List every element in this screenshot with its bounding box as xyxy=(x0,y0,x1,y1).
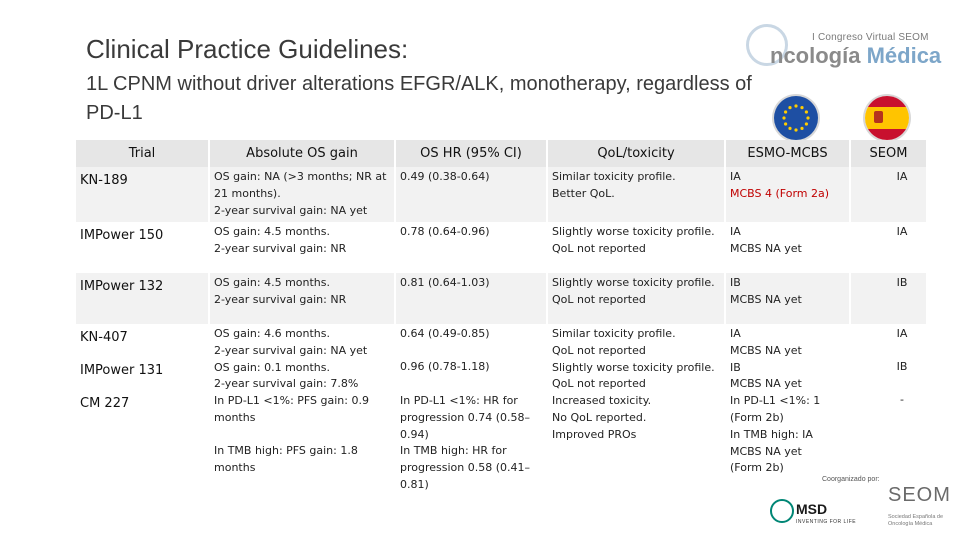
header-seom: SEOM xyxy=(850,140,927,167)
os-gain-cell: OS gain: 4.5 months. 2-year survival gain: NR xyxy=(209,273,395,324)
trial-cell: IMPower 132 xyxy=(76,273,209,324)
qol-cell: Slightly worse toxicity profile. QoL not reported xyxy=(547,273,725,324)
esmo-cell: IA MCBS NA yet xyxy=(725,222,850,273)
seom-cell: IA xyxy=(850,167,927,222)
trial-cell: IMPower 150 xyxy=(76,222,209,273)
msd-name: MSD xyxy=(796,501,828,517)
logo-word2: Médica xyxy=(866,43,942,68)
qol-cell: Similar toxicity profile. QoL not reported Slightly worse toxicity profile. QoL not reported Increased toxicity. No QoL reported. Improved PROs xyxy=(547,324,725,497)
msd-logo xyxy=(766,497,866,529)
esmo-cell: IA MCBS NA yet IB MCBS NA yet In PD-L1 <1%: 1 (Form 2b) In TMB high: IA MCBS NA yet (Form 2b) xyxy=(725,324,850,497)
msd-mark-icon xyxy=(770,499,794,523)
logo-word1: ncología xyxy=(770,43,861,68)
seom-cell xyxy=(850,324,927,497)
congress-line: I Congreso Virtual SEOM xyxy=(812,32,929,43)
seom-cell: IA xyxy=(850,222,927,273)
hr-cell: 0.81 (0.64-1.03) xyxy=(395,273,547,324)
qol-cell: Slightly worse toxicity profile. QoL not reported xyxy=(547,222,725,273)
spain-flag-icon xyxy=(865,96,909,140)
table-row xyxy=(76,324,927,497)
table-header-row xyxy=(76,140,927,167)
trial-cell xyxy=(76,324,209,497)
trial-kn407: KN-407 xyxy=(80,330,128,345)
os-gain-cell: OS gain: NA (>3 months; NR at 21 months). 2-year survival gain: NA yet xyxy=(209,167,395,222)
organizer-label: Coorganizado por: xyxy=(822,476,880,483)
seom-fullname: Sociedad Española de Oncología Médica xyxy=(888,514,944,527)
eu-stars-icon xyxy=(774,96,818,140)
trial-cell: KN-189 xyxy=(76,167,209,222)
hr-kn407: 0.64 (0.49-0.85) xyxy=(400,327,490,340)
os-gain-cell: OS gain: 4.5 months. 2-year survival gain: NR xyxy=(209,222,395,273)
hr-cell: 0.49 (0.38-0.64) xyxy=(395,167,547,222)
esmo-mcbs: MCBS 4 (Form 2a) xyxy=(730,186,830,200)
os-gain-cell xyxy=(209,324,395,497)
header-os-gain: Absolute OS gain xyxy=(209,140,395,167)
trial-impower131: IMPower 131 xyxy=(80,363,164,378)
seom-logo xyxy=(886,484,958,534)
esmo-cell: IB MCBS NA yet xyxy=(725,273,850,324)
hr-impower131: 0.96 (0.78-1.18) xyxy=(400,360,490,373)
seom-name: SEOM xyxy=(888,484,951,506)
table-row xyxy=(76,222,927,273)
logo-wordmark xyxy=(770,43,941,69)
header-qol: QoL/toxicity xyxy=(547,140,725,167)
guidelines-table xyxy=(76,140,928,497)
qol-cell: Similar toxicity profile. Better QoL. xyxy=(547,167,725,222)
seom-cell: IB xyxy=(850,273,927,324)
table-row xyxy=(76,273,927,324)
header-esmo: ESMO-MCBS xyxy=(725,140,850,167)
esmo-grade: IA xyxy=(730,170,741,183)
msd-tagline: INVENTING FOR LIFE xyxy=(796,519,857,525)
os-gain-tmb: In TMB high: PFS gain: 1.8 months xyxy=(214,443,358,474)
eu-flag-icon xyxy=(774,96,818,140)
seom-impower131: IB xyxy=(896,360,908,373)
hr-cell xyxy=(395,324,547,497)
header-trial: Trial xyxy=(76,140,209,167)
slide-title: Clinical Practice Guidelines: xyxy=(86,34,409,64)
hr-cm227: In PD-L1 <1%: HR for progression 0.74 (0.58–0.94) In TMB high: HR for progression 0.58 (0.41–0.81) xyxy=(400,394,531,491)
header-os-hr: OS HR (95% CI) xyxy=(395,140,547,167)
congress-logo xyxy=(728,10,958,72)
esmo-cell xyxy=(725,167,850,222)
os-gain-text: OS gain: 4.6 months. 2-year survival gain: NA yet OS gain: 0.1 months. 2-year survival gain: 7.8% In PD-L1 <1%: PFS gain: 0.9 months xyxy=(214,327,369,424)
slide-subtitle: 1L CPNM without driver alterations EFGR/ALK, monotherapy, regardless of PD-L1 xyxy=(86,73,752,124)
hr-cell: 0.78 (0.64-0.96) xyxy=(395,222,547,273)
seom-kn407: IA xyxy=(896,327,908,340)
table-row xyxy=(76,167,927,222)
seom-cm227: - xyxy=(900,393,904,406)
trial-cm227: CM 227 xyxy=(80,396,130,411)
